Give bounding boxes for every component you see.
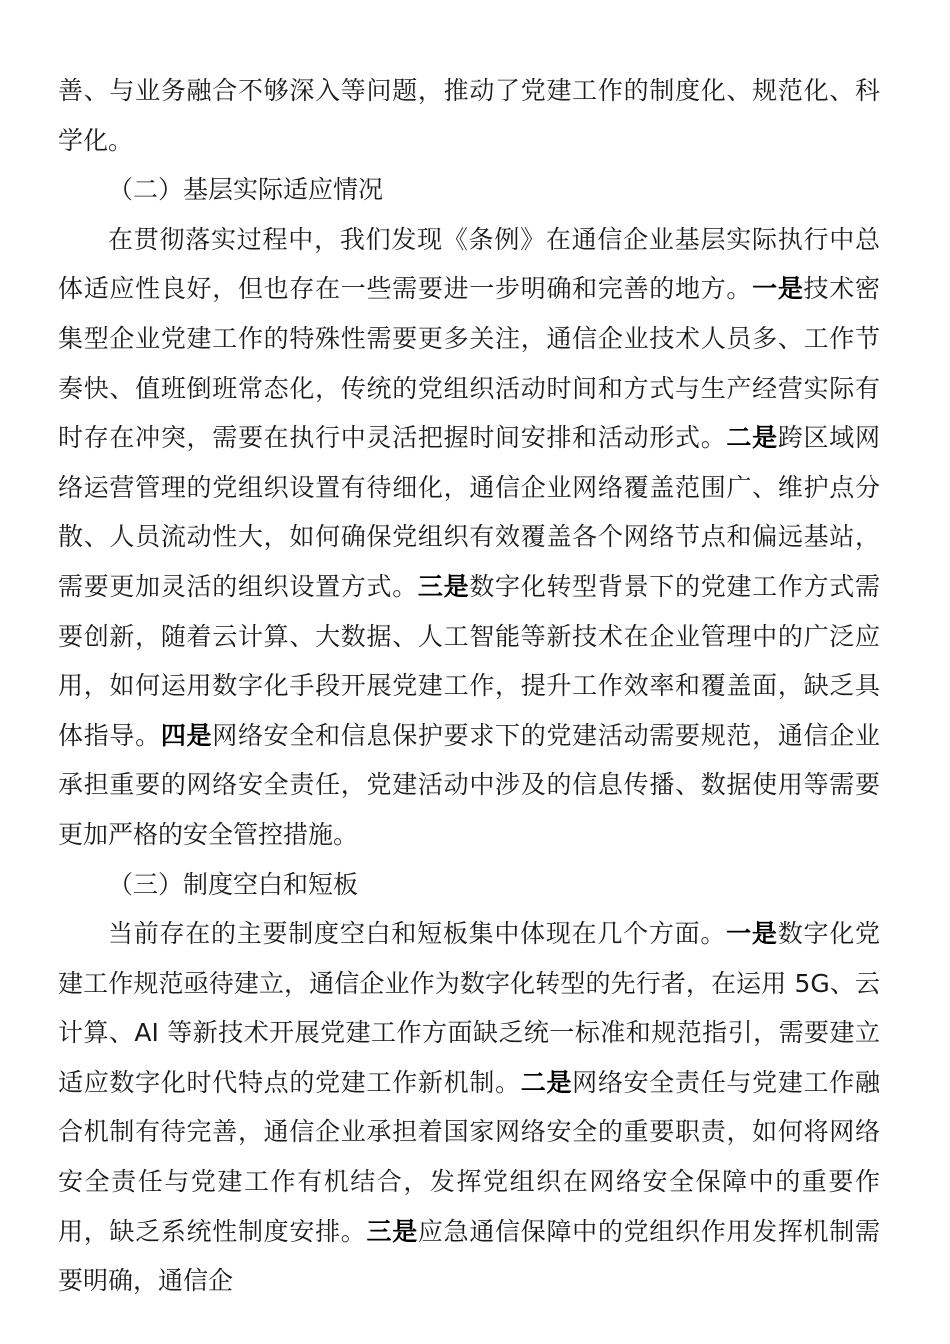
paragraph-text: 数字化转型背景下的党建工作方式需要创新，随着云计算、大数据、人工智能等新技术在企业管理中的广泛应用，如何运用数字化手段开展党建工作，提升工作效率和覆盖面，缺乏具体指导。	[58, 571, 880, 750]
bold-marker: 一是	[752, 274, 804, 304]
section-heading-3	[58, 860, 880, 910]
paragraph-gaps	[58, 909, 880, 1306]
paragraph-text: 数字化党建工作规范亟待建立，通信企业作为数字化转型的先行者，在运用 5G、云计算、AI 等新技术开展党建工作方面缺乏统一标准和规范指引，需要建立适应数字化时代特点的党建工作新机制。	[58, 919, 880, 1097]
paragraph-text: 跨区域网络运营管理的党组织设置有待细化，通信企业网络覆盖范围广、维护点分散、人员流动性大，如何确保党组织有效覆盖各个网络节点和偏远基站，需要更加灵活的组织设置方式。	[58, 423, 880, 601]
section-heading-text: （三）制度空白和短板	[108, 869, 359, 899]
bold-marker: 四是	[160, 720, 213, 750]
paragraph-text: 网络安全责任与党建工作融合机制有待完善，通信企业承担着国家网络安全的重要职责，如何将网络安全责任与党建工作有机结合，发挥党组织在网络安全保障中的重要作用，缺乏系统性制度安排。	[58, 1067, 880, 1246]
bold-marker: 一是	[726, 919, 778, 949]
paragraph-text: 网络安全和信息保护要求下的党建活动需要规范，通信企业承担重要的网络安全责任，党建活动中涉及的信息传播、数据使用等需要更加严格的安全管控措施。	[58, 720, 880, 849]
paragraph-continuation	[58, 66, 880, 165]
bold-marker: 三是	[366, 1216, 418, 1246]
paragraph-text: 技术密集型企业党建工作的特殊性需要更多关注，通信企业技术人员多、工作节奏快、值班倒班常态化，传统的党组织活动时间和方式与生产经营实际有时存在冲突，需要在执行中灵活把握时间安排和活动形式。	[58, 274, 880, 453]
paragraph-adaptation	[58, 215, 880, 860]
paragraph-text: 应急通信保障中的党组织作用发挥机制需要明确，通信企	[58, 1216, 880, 1296]
bold-marker: 二是	[520, 1067, 573, 1097]
paragraph-text: 善、与业务融合不够深入等问题，推动了党建工作的制度化、规范化、科学化。	[58, 76, 880, 155]
bold-marker: 二是	[726, 423, 778, 453]
section-heading-2	[58, 165, 880, 215]
document-body	[58, 66, 880, 1306]
paragraph-intro: 在贯彻落实过程中，我们发现《条例》在通信企业基层实际执行中总体适应性良好，但也存在一些需要进一步明确和完善的地方。	[58, 224, 880, 304]
paragraph-intro: 当前存在的主要制度空白和短板集中体现在几个方面。	[108, 919, 727, 949]
section-heading-text: （二）基层实际适应情况	[108, 175, 384, 205]
bold-marker: 三是	[417, 571, 470, 601]
